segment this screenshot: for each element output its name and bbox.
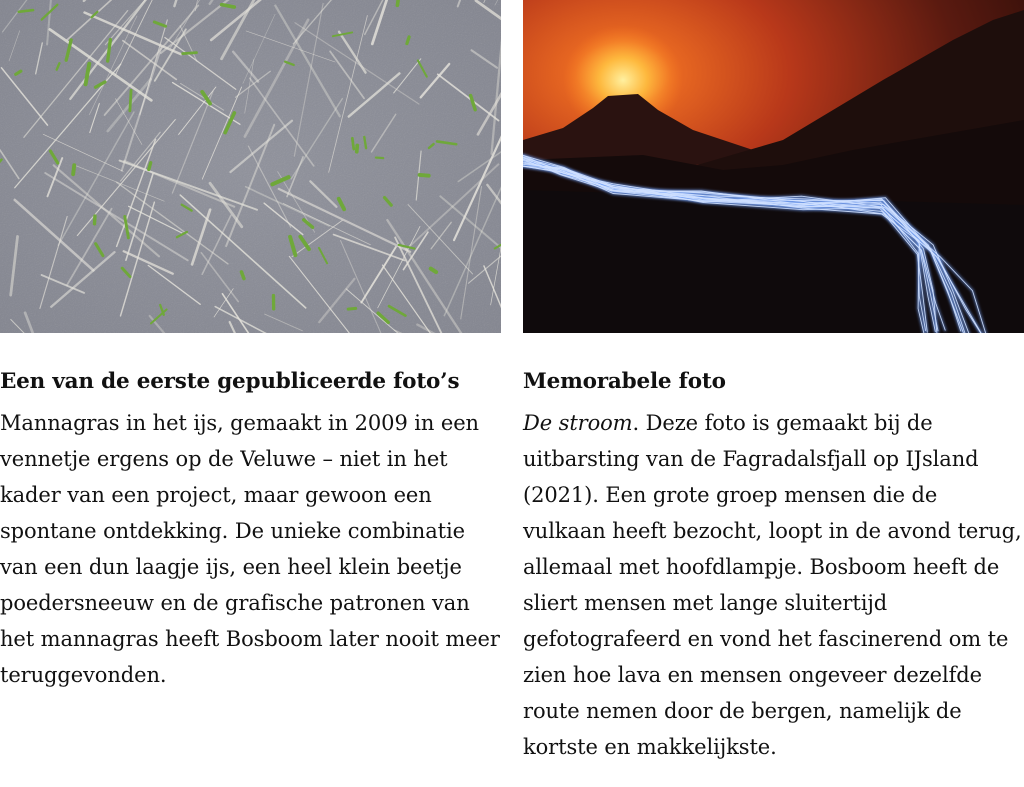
left-body: Mannagras in het ijs, gemaakt in 2009 in een vennetje ergens op de Veluwe – niet in het kader van een project, maar gewoon een spontane ontdekking. De unieke combinatie van een dun laagje ijs, een heel klein beetje poedersneeuw en de grafische patronen van het mannagras heeft Bosboom later nooit meer teruggevonden.: [0, 411, 500, 687]
volcano-photo[interactable]: [523, 0, 1024, 333]
right-heading: Memorabele foto: [523, 369, 726, 394]
right-column: [523, 0, 1024, 765]
right-body-text: . Deze foto is gemaakt bij de uitbarsting van de Fagradalsfjall op IJsland (2021). Een grote groep mensen die de vulkaan heeft bezocht, loopt in de avond terug, allemaal met hoofdlampje. Bosboom heeft de sliert mensen met lange sluitertijd gefotografeerd en vond het fascinerend om te zien hoe lava en mensen ongeveer dezelfde route nemen door de bergen, namelijk de kortste en makkelijkste.: [523, 411, 1022, 759]
left-column: [0, 0, 501, 693]
mannagras-image: [0, 0, 501, 333]
volcano-image: [523, 0, 1024, 333]
left-heading: Een van de eerste gepubliceerde foto’s: [0, 369, 460, 394]
right-body: [523, 405, 1024, 765]
photo-title: De stroom: [523, 411, 633, 435]
mannagras-photo[interactable]: [0, 0, 501, 333]
